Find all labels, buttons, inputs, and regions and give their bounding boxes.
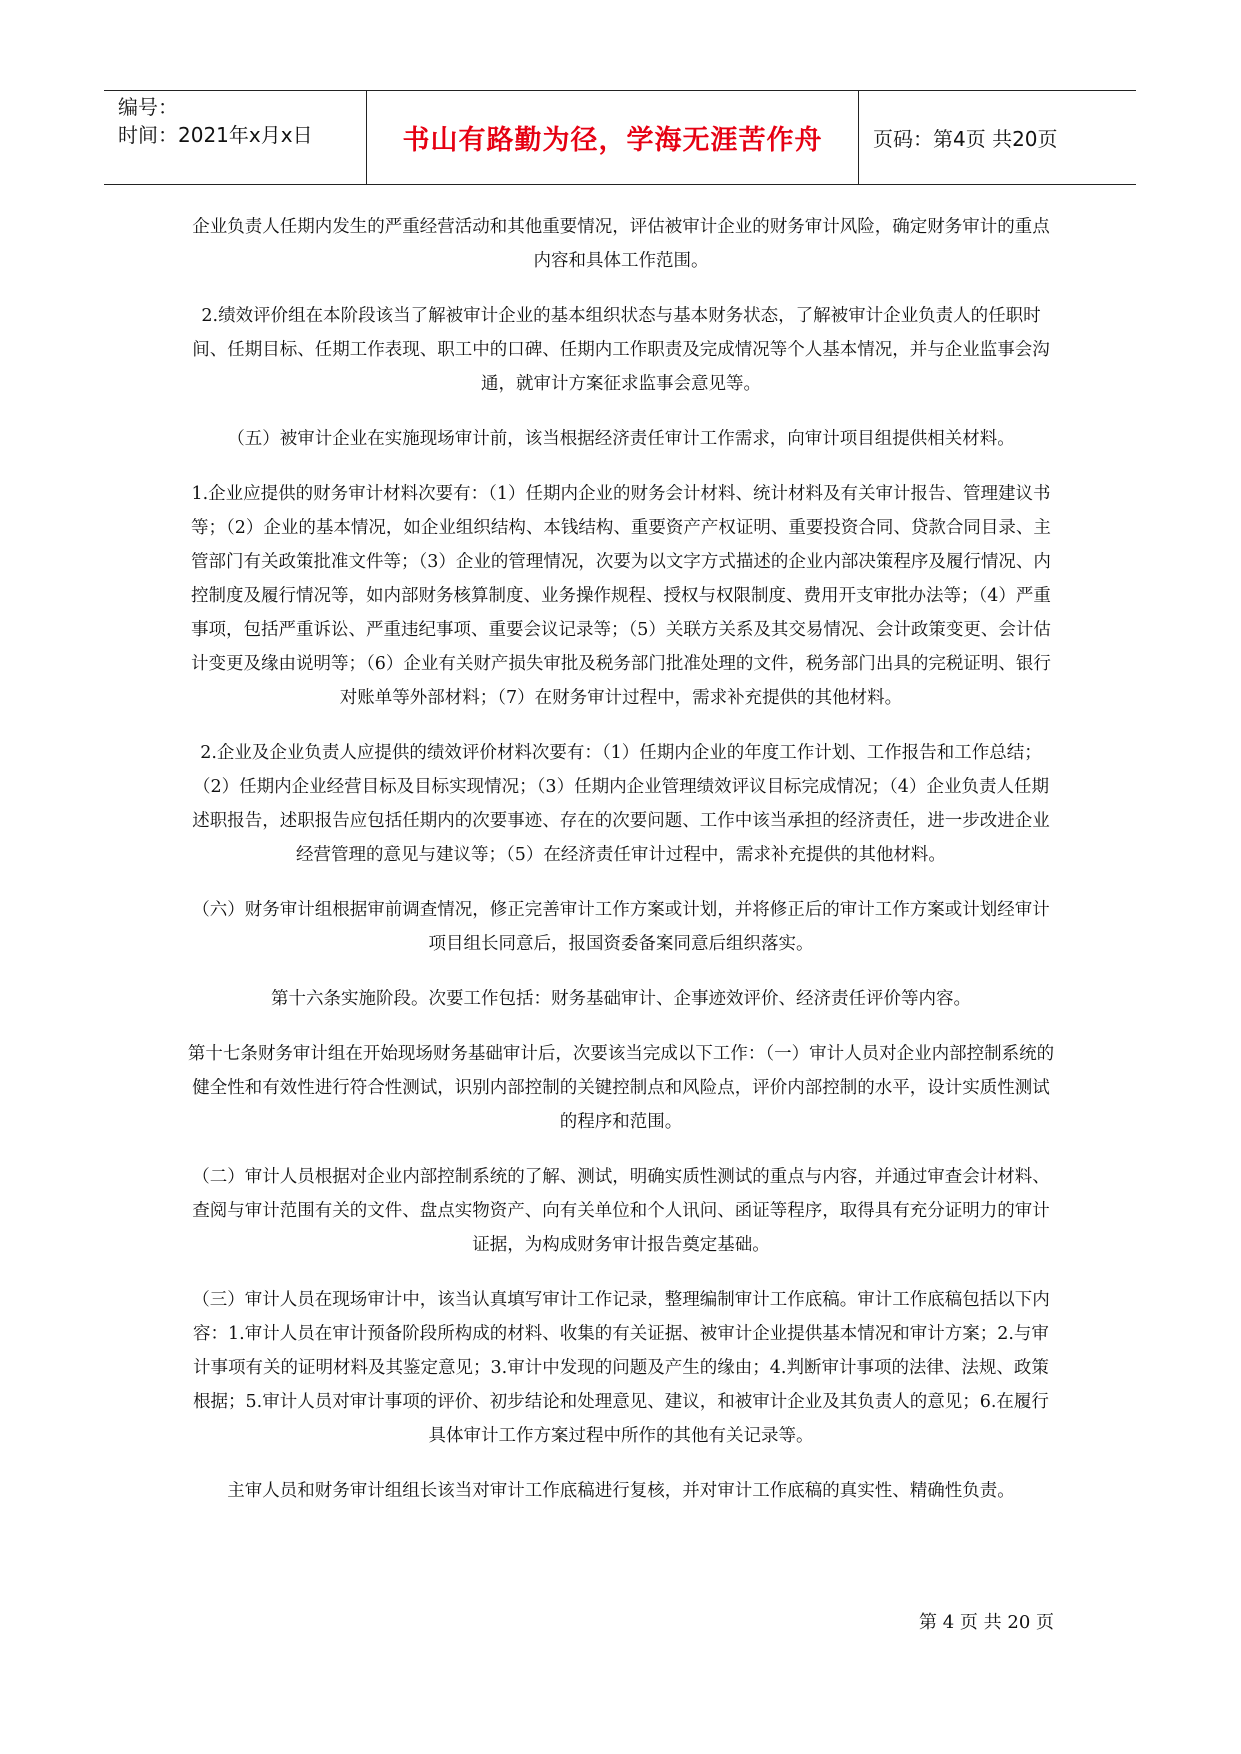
header-page-code: 页码：第4页 共20页	[873, 127, 1058, 151]
body-paragraph: （六）财务审计组根据审前调查情况，修正完善审计工作方案或计划，并将修正后的审计工作方案或计划经审计项目组长同意后，报国资委备案同意后组织落实。	[192, 900, 1050, 954]
body-paragraph: （二）审计人员根据对企业内部控制系统的了解、测试，明确实质性测试的重点与内容，并通过审查会计材料、查阅与审计范围有关的文件、盘点实物资产、向有关单位和个人讯问、函证等程序，取得具有充分证明力的审计证据，为构成财务审计报告奠定基础。	[192, 1167, 1050, 1255]
body-paragraph: 2.企业及企业负责人应提供的绩效评价材料次要有：（1）任期内企业的年度工作计划、工作报告和工作总结；（2）任期内企业经营目标及目标实现情况；（3）任期内企业管理绩效评议目标完成情况；（4）企业负责人任期述职报告，述职报告应包括任期内的次要事迹、存在的次要问题、工作中该当承担的经济责任，进一步改进企业经营管理的意见与建议等；（5）在经济责任审计过程中，需求补充提供的其他材料。	[192, 743, 1050, 865]
body-paragraph: 1.企业应提供的财务审计材料次要有：（1）任期内企业的财务会计材料、统计材料及有关审计报告、管理建议书等；（2）企业的基本情况，如企业组织结构、本钱结构、重要资产产权证明、重要投资合同、贷款合同目录、主管部门有关政策批准文件等；（3）企业的管理情况，次要为以文字方式描述的企业内部决策程序及履行情况、内控制度及履行情况等，如内部财务核算制度、业务操作规程、授权与权限制度、费用开支审批办法等；（4）严重事项，包括严重诉讼、严重违纪事项、重要会议记录等；（5）关联方关系及其交易情况、会计政策变更、会计估计变更及缘由说明等；（6）企业有关财产损失审批及税务部门批准处理的文件，税务部门出具的完税证明、银行对账单等外部材料；（7）在财务审计过程中，需求补充提供的其他材料。	[191, 484, 1051, 708]
body-paragraph: （三）审计人员在现场审计中，该当认真填写审计工作记录，整理编制审计工作底稿。审计工作底稿包括以下内容：1.审计人员在审计预备阶段所构成的材料、收集的有关证据、被审计企业提供基本情况和审计方案；2.与审计事项有关的证明材料及其鉴定意见；3.审计中发现的问题及产生的缘由；4.判断审计事项的法律、法规、政策根据；5.审计人员对审计事项的评价、初步结论和处理意见、建议，和被审计企业及其负责人的意见；6.在履行具体审计工作方案过程中所作的其他有关记录等。	[192, 1290, 1050, 1446]
document-body	[186, 210, 1056, 1529]
page-header	[104, 90, 1136, 185]
body-paragraph: 企业负责人任期内发生的严重经营活动和其他重要情况，评估被审计企业的财务审计风险，确定财务审计的重点内容和具体工作范围。	[192, 217, 1050, 271]
body-paragraph: （五）被审计企业在实施现场审计前，该当根据经济责任审计工作需求，向审计项目组提供相关材料。	[227, 429, 1015, 449]
page-footer: 第 4 页 共 20 页	[919, 1612, 1054, 1633]
body-paragraph: 2.绩效评价组在本阶段该当了解被审计企业的基本组织状态与基本财务状态，了解被审计企业负责人的任职时间、任期目标、任期工作表现、职工中的口碑、任期内工作职责及完成情况等个人基本情况，并与企业监事会沟通，就审计方案征求监事会意见等。	[192, 306, 1050, 394]
body-paragraph: 第十六条实施阶段。次要工作包括：财务基础审计、企事迹效评价、经济责任评价等内容。	[271, 989, 971, 1009]
body-paragraph: 第十七条财务审计组在开始现场财务基础审计后，次要该当完成以下工作：（一）审计人员对企业内部控制系统的健全性和有效性进行符合性测试，识别内部控制的关键控制点和风险点，评价内部控制的水平，设计实质性测试的程序和范围。	[187, 1044, 1055, 1132]
header-meta-cell	[104, 91, 367, 184]
document-time-label: 时间：2021年x月x日	[118, 123, 313, 147]
body-paragraph: 主审人员和财务审计组组长该当对审计工作底稿进行复核，并对审计工作底稿的真实性、精确性负责。	[227, 1481, 1015, 1501]
document-number-label: 编号：	[118, 95, 178, 119]
header-motto: 书山有路勤为径，学海无涯苦作舟	[367, 91, 859, 184]
